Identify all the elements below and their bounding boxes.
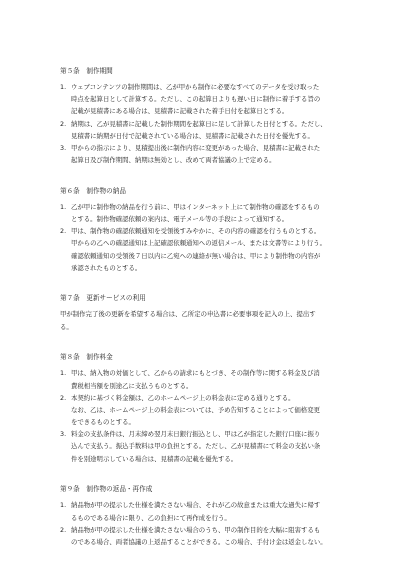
text-line: 込んで支払う。振込手数料は甲の負担とする。ただし、乙が見積書にて料金の支払い条	[71, 442, 321, 451]
text-line: なお、乙は、ホームページ上の料金表については、予め告知することによって価格変更	[71, 405, 320, 414]
section-heading: 第６条 制作物の納品	[60, 186, 126, 195]
text-line: 記載が見積書にある場合は、見積書に記載された着手日付を起算日とする。	[71, 107, 289, 116]
clause-number: 1.	[60, 83, 67, 91]
clause-text	[71, 225, 360, 274]
clause-number: 1.	[60, 202, 67, 211]
clause-number: 1.	[60, 501, 67, 510]
section-heading: 第９条 制作物の返品・再作成	[60, 485, 153, 494]
section-article-6	[60, 186, 360, 274]
clause-item	[60, 118, 360, 142]
clause-item	[60, 392, 360, 429]
text-line: 甲は、納入物の対価として、乙からの請求にもとづき、その制作等に関する料金及び消	[71, 369, 320, 378]
clause-text	[71, 81, 360, 118]
section-heading: 第８条 制作料金	[60, 353, 113, 362]
clause-text	[71, 428, 360, 465]
text-line: 起算日及び制作期間、納期は無効とし、改めて両者協議の上で定める。	[71, 156, 276, 165]
text-line: るものである場合に限り、乙の負担にて再作成を行う。	[71, 513, 231, 522]
clause-item	[60, 499, 360, 523]
clause-number: 3.	[60, 430, 67, 439]
clause-text	[71, 367, 360, 391]
clause-text	[71, 392, 360, 429]
text-line: をできるものとする。	[71, 418, 135, 427]
text-line: 納品物が甲の提示した仕様を満たさない場合のうち、甲の制作目的を大幅に阻害するも	[71, 525, 321, 534]
text-line: ウェブコンテンツの制作期間は、乙が甲から制作に必要なすべてのデータを受け取った	[71, 83, 320, 91]
clause-item	[60, 201, 360, 225]
section-article-9	[60, 484, 360, 548]
text-line: のである場合、両者協議の上返品することができる。この場合、手付け金は返金しない。	[71, 537, 327, 546]
text-line: 時点を起算日として計算する。ただし、この起算日よりも遅い日に制作に着手する旨の	[71, 95, 321, 104]
contract-body	[60, 66, 360, 568]
clause-item	[60, 428, 360, 465]
section-article-5	[60, 66, 360, 166]
text-line: 確認依頼通知の受領後７日以内に乙宛への連絡が無い場合は、甲により制作物の内容が	[71, 251, 321, 260]
clause-number: 2.	[60, 525, 67, 534]
text-line: 甲からの乙への確認通知は上記確認依頼通知への返信メール、または文書等により行う。	[71, 239, 326, 248]
section-article-8	[60, 352, 360, 465]
text-line: 甲は、制作物の確認依頼通知を受領後すみやかに、その内容の確認を行うものとする。	[71, 227, 321, 236]
section-heading: 第５条 制作期間	[60, 67, 113, 75]
text-line: 甲からの指示により、見積提出後に制作内容に変更があった場合、見積書に記載された	[71, 143, 321, 152]
text-line: 承認されたものとする。	[71, 263, 142, 272]
text-line: 費税相当額を別途乙に支払うものとする。	[71, 381, 193, 390]
section-heading: 第７条 更新サービスの利用	[60, 294, 146, 303]
clause-text	[71, 142, 360, 166]
text-line: 料金の支払条件は、月末締め翌月末日銀行振込とし、甲は乙が指定した銀行口座に振り	[71, 430, 321, 439]
text-line: 件を別途明示している場合は、見積書の記載を優先する。	[71, 454, 238, 463]
clause-item	[60, 524, 360, 548]
text-line: 納期は、乙が見積書に記載した制作期間を起算日に足して計算した日付とする。ただし、	[71, 119, 327, 128]
text-line: 本契約に基づく料金額は、乙のホームページ上の料金表に定める通りとする。	[71, 393, 295, 402]
clause-number: 3.	[60, 143, 67, 152]
clause-item	[60, 81, 360, 118]
clause-text	[71, 118, 360, 142]
text-line: 納品物が甲の提示した仕様を満たさない場合、それが乙の故意または重大な過失に帰す	[71, 501, 321, 510]
paragraph-line: る。	[60, 322, 73, 331]
text-line: 見積書に納期が日付で記載されている場合は、見積書に記載された日付を優先する。	[71, 131, 314, 140]
clause-item	[60, 225, 360, 274]
clause-number: 2.	[60, 393, 67, 402]
clause-number: 2.	[60, 119, 67, 128]
clause-number: 1.	[60, 369, 67, 378]
clause-text	[71, 499, 360, 523]
clause-number: 2.	[60, 227, 67, 236]
clause-text	[71, 524, 360, 548]
section-article-7	[60, 293, 360, 332]
clause-item	[60, 367, 360, 391]
text-line: とする。制作物確認依頼の案内は、電子メール等の手段によって通知する。	[71, 215, 289, 223]
clause-item	[60, 142, 360, 166]
clause-text	[71, 201, 360, 225]
paragraph-line: 甲が制作完了後の更新を希望する場合は、乙所定の申込書に必要事項を記入の上、提出す	[60, 310, 316, 319]
text-line: 乙が甲に制作物の納品を行う前に、甲はインターネット上にて制作物の確認をするもの	[71, 202, 320, 211]
